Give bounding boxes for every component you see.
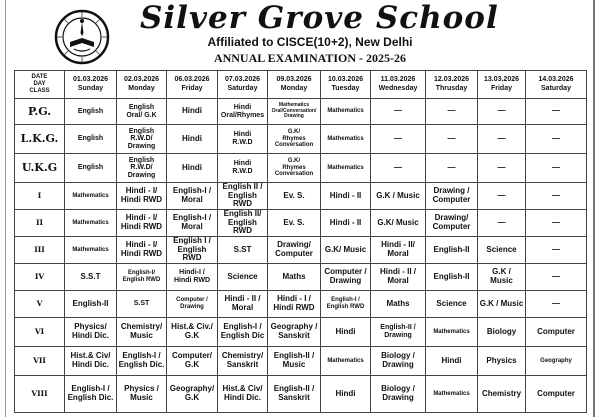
subject-cell: English-I / English Dic. xyxy=(117,346,167,375)
subject-cell: Hindi - II / Moral xyxy=(218,290,268,317)
subject-cell: — xyxy=(478,99,526,125)
column-header xyxy=(526,71,587,99)
subject-cell: Hindi - II xyxy=(321,183,371,210)
subject-cell: Geography xyxy=(526,346,587,375)
subject-cell: Science xyxy=(478,236,526,263)
subject-cell: G.K/ Rhymes Conversation xyxy=(268,154,321,183)
subject-cell: Hist.& Civ/ Hindi Dic. xyxy=(65,346,117,375)
class-label: II xyxy=(15,209,65,236)
subject-cell: Science xyxy=(218,263,268,290)
subject-cell: Chemistry xyxy=(478,375,526,412)
subject-cell: — xyxy=(371,154,426,183)
column-header xyxy=(426,71,478,99)
column-date: 09.03.2026 xyxy=(276,75,312,83)
column-header xyxy=(65,71,117,99)
subject-cell: English-I / English RWD xyxy=(321,290,371,317)
subject-cell: — xyxy=(526,125,587,154)
subject-cell: English-II xyxy=(426,236,478,263)
subject-cell: Ev. S. xyxy=(268,209,321,236)
table-row xyxy=(15,125,587,154)
subject-cell: Physics/ Hindi Dic. xyxy=(65,317,117,346)
subject-cell: Mathematics xyxy=(321,125,371,154)
subject-cell: English II/ English RWD xyxy=(218,209,268,236)
subject-cell: English R.W.D/ Drawing xyxy=(117,125,167,154)
table-row xyxy=(15,236,587,263)
subject-cell: G.K/ Music xyxy=(321,236,371,263)
school-name: Silver Grove School xyxy=(140,0,499,36)
subject-cell: English-I / English Dic xyxy=(218,317,268,346)
subject-cell: Hist.& Civ./ G.K xyxy=(167,317,218,346)
school-crest-icon xyxy=(54,9,110,65)
subject-cell: English xyxy=(65,154,117,183)
subject-cell: G.K / Music xyxy=(478,263,526,290)
subject-cell: Hindi xyxy=(321,375,371,412)
subject-cell: Physics xyxy=(478,346,526,375)
subject-cell: — xyxy=(526,183,587,210)
subject-cell: Biology xyxy=(478,317,526,346)
subject-cell: Hindi - II / Moral xyxy=(371,263,426,290)
table-row xyxy=(15,375,587,412)
table-row xyxy=(15,183,587,210)
column-day: Wednesday xyxy=(378,84,418,92)
column-date: 01.03.2026 xyxy=(72,75,109,83)
subject-cell: Science xyxy=(426,290,478,317)
subject-cell: Hindi - I/ Hindi RWD xyxy=(117,209,167,236)
table-row xyxy=(15,290,587,317)
subject-cell: English-I / Moral xyxy=(167,183,218,210)
subject-cell: Maths xyxy=(268,263,321,290)
column-day: Monday xyxy=(280,84,308,92)
subject-cell: Geography / Sanskrit xyxy=(268,317,321,346)
class-label: IV xyxy=(15,263,65,290)
class-label: VI xyxy=(15,317,65,346)
subject-cell: English-II xyxy=(426,263,478,290)
class-label: P.G. xyxy=(15,99,65,125)
subject-cell: — xyxy=(478,125,526,154)
subject-cell: — xyxy=(371,99,426,125)
header-row xyxy=(15,71,587,99)
subject-cell: Maths xyxy=(371,290,426,317)
subject-cell: — xyxy=(526,209,587,236)
subject-cell: English I / English RWD xyxy=(167,236,218,263)
affiliation-line: Affiliated to CISCE(10+2), New Delhi xyxy=(207,35,413,49)
subject-cell: Hindi - II/ Moral xyxy=(371,236,426,263)
column-date: 11.03.2026 xyxy=(380,75,416,83)
column-date: 06.03.2026 xyxy=(174,75,210,83)
column-header xyxy=(117,71,167,99)
subject-cell: S.S.T xyxy=(65,263,117,290)
column-day: Saturday xyxy=(541,84,571,92)
subject-cell: Hindi Oral/Rhymes xyxy=(218,99,268,125)
subject-cell: Chemistry/ Music xyxy=(117,317,167,346)
left-border xyxy=(5,0,6,417)
subject-cell: English-II xyxy=(65,290,117,317)
subject-cell: Hindi - I/ Hindi RWD xyxy=(117,183,167,210)
subject-cell: Hindi xyxy=(167,154,218,183)
column-date: 12.03.2026 xyxy=(433,75,470,83)
subject-cell: G.K/ Music xyxy=(371,209,426,236)
subject-cell: Hindi - I/ Hindi RWD xyxy=(117,236,167,263)
subject-cell: — xyxy=(478,209,526,236)
column-day: Thrusday xyxy=(435,84,468,92)
right-border xyxy=(593,0,595,417)
subject-cell: Mathematics xyxy=(65,183,117,210)
subject-cell: English II / English RWD xyxy=(218,183,268,210)
column-day: Friday xyxy=(490,84,512,92)
subject-cell: English R.W.D/ Drawing xyxy=(117,154,167,183)
subject-cell: Hindi xyxy=(167,125,218,154)
subject-cell: Mathematics xyxy=(65,209,117,236)
corner-day-label: DAY xyxy=(33,81,46,88)
subject-cell: Drawing/ Computer xyxy=(426,209,478,236)
subject-cell: Chemistry/ Sanskrit xyxy=(218,346,268,375)
subject-cell: English xyxy=(65,125,117,154)
exam-timetable xyxy=(14,70,587,413)
column-day: Monday xyxy=(128,84,155,92)
column-day: Friday xyxy=(181,84,203,92)
class-label: VIII xyxy=(15,375,65,412)
subject-cell: — xyxy=(426,99,478,125)
subject-cell: Mathematics xyxy=(321,346,371,375)
column-date: 07.03.2026 xyxy=(224,75,261,83)
class-label: I xyxy=(15,183,65,210)
subject-cell: English-II / Music xyxy=(268,346,321,375)
class-label: III xyxy=(15,236,65,263)
subject-cell: S.ST xyxy=(218,236,268,263)
subject-cell: — xyxy=(526,236,587,263)
column-day: Saturday xyxy=(227,84,258,92)
subject-cell: Drawing/ Computer xyxy=(268,236,321,263)
subject-cell: Biology / Drawing xyxy=(371,346,426,375)
class-label: VII xyxy=(15,346,65,375)
subject-cell: Computer xyxy=(526,375,587,412)
table-row xyxy=(15,263,587,290)
table-row xyxy=(15,346,587,375)
column-day: Tuesday xyxy=(331,84,360,92)
subject-cell: — xyxy=(526,99,587,125)
subject-cell: Computer / Drawing xyxy=(167,290,218,317)
subject-cell: — xyxy=(426,125,478,154)
subject-cell: Geography/ G.K xyxy=(167,375,218,412)
subject-cell: Computer / Drawing xyxy=(321,263,371,290)
table-row xyxy=(15,154,587,183)
subject-cell: Drawing / Computer xyxy=(426,183,478,210)
class-label: L.K.G. xyxy=(15,125,65,154)
subject-cell: English-I / English Dic. xyxy=(65,375,117,412)
table-row xyxy=(15,209,587,236)
subject-cell: English-I/ English RWD xyxy=(117,263,167,290)
subject-cell: Hindi xyxy=(426,346,478,375)
column-header xyxy=(478,71,526,99)
subject-cell: English xyxy=(65,99,117,125)
date-day-class-header xyxy=(15,71,65,99)
subject-cell: G.K / Music xyxy=(371,183,426,210)
class-label: V xyxy=(15,290,65,317)
column-header xyxy=(321,71,371,99)
subject-cell: English-I / Moral xyxy=(167,209,218,236)
subject-cell: S.ST xyxy=(117,290,167,317)
subject-cell: Hist.& Civ/ Hindi Dic. xyxy=(218,375,268,412)
column-date: 10.03.2026 xyxy=(327,75,364,83)
subject-cell: Hindi - I / Hindi RWD xyxy=(268,290,321,317)
subject-cell: Hindi R.W.D xyxy=(218,125,268,154)
subject-cell: Mathematics Oral/Conversation/ Drawing xyxy=(268,99,321,125)
subject-cell: G.K/ Rhymes Conversation xyxy=(268,125,321,154)
subject-cell: English-II / Drawing xyxy=(371,317,426,346)
subject-cell: — xyxy=(526,154,587,183)
subject-cell: English-II / Sanskrit xyxy=(268,375,321,412)
exam-title: ANNUAL EXAMINATION - 2025-26 xyxy=(213,51,407,65)
subject-cell: Biology / Drawing xyxy=(371,375,426,412)
corner-date-label: DATE xyxy=(31,74,48,81)
column-day: Sunday xyxy=(77,84,104,92)
column-header xyxy=(167,71,218,99)
subject-cell: Mathematics xyxy=(65,236,117,263)
timetable-body xyxy=(15,99,587,413)
column-header xyxy=(371,71,426,99)
column-date: 14.03.2026 xyxy=(538,75,574,83)
subject-cell: Hindi R.W.D xyxy=(218,154,268,183)
subject-cell: — xyxy=(426,154,478,183)
subject-cell: Ev. S. xyxy=(268,183,321,210)
subject-cell: Hindi xyxy=(321,317,371,346)
subject-cell: Mathematics xyxy=(426,317,478,346)
subject-cell: Computer xyxy=(526,317,587,346)
table-row xyxy=(15,317,587,346)
subject-cell: — xyxy=(526,290,587,317)
subject-cell: Hindi-I / Hindi RWD xyxy=(167,263,218,290)
subject-cell: Mathematics xyxy=(321,99,371,125)
subject-cell: Mathematics xyxy=(426,375,478,412)
corner-class-label: CLASS xyxy=(29,87,50,94)
class-label: U.K.G xyxy=(15,154,65,183)
column-header xyxy=(268,71,321,99)
table-row xyxy=(15,99,587,125)
subject-cell: Hindi - II xyxy=(321,209,371,236)
subject-cell: English Oral/ G.K xyxy=(117,99,167,125)
subject-cell: Computer/ G.K xyxy=(167,346,218,375)
subject-cell: Mathematics xyxy=(321,154,371,183)
subject-cell: — xyxy=(478,154,526,183)
subject-cell: — xyxy=(371,125,426,154)
subject-cell: Hindi xyxy=(167,99,218,125)
column-date: 02.03.2026 xyxy=(123,75,160,83)
subject-cell: — xyxy=(478,183,526,210)
subject-cell: G.K / Music xyxy=(478,290,526,317)
column-header xyxy=(218,71,268,99)
subject-cell: Physics / Music xyxy=(117,375,167,412)
subject-cell: — xyxy=(526,263,587,290)
column-date: 13.03.2026 xyxy=(483,75,520,83)
